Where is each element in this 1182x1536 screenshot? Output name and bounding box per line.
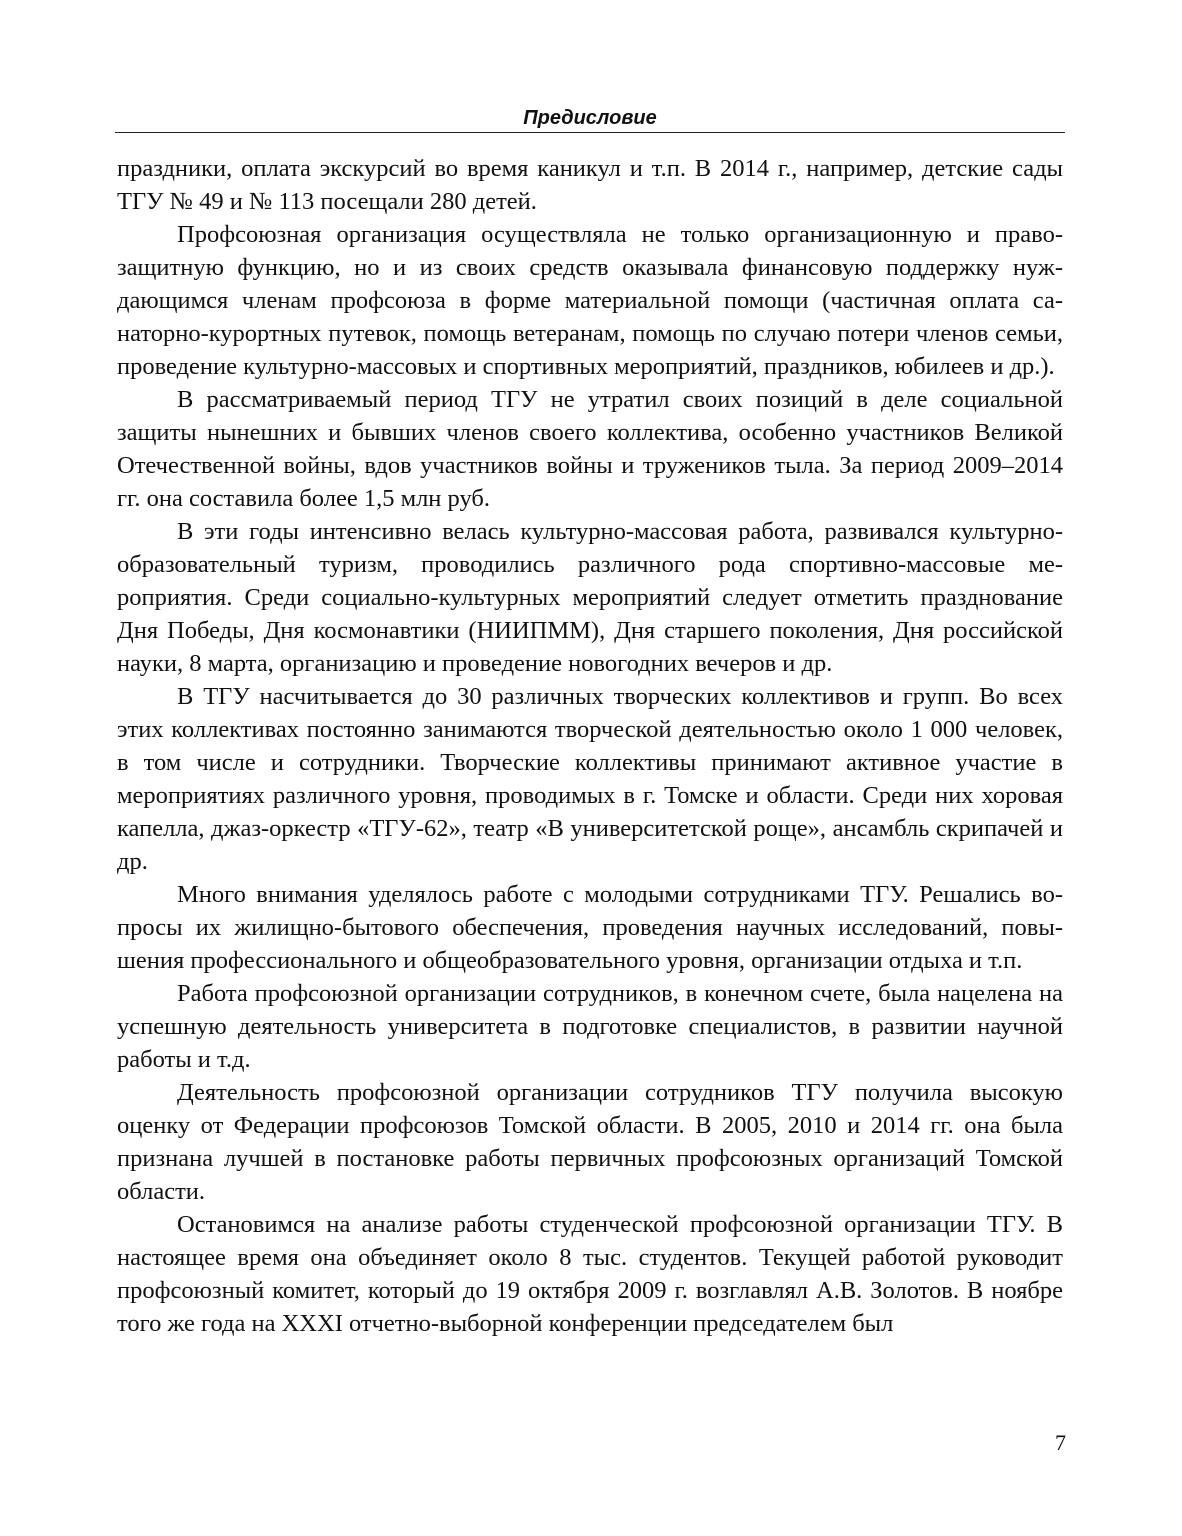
paragraph-continued: праздники, оплата экскурсий во время каникул и т.п. В 2014 г., например, детские сады ТГУ № 49 и № 113 посещали 280 детей. (117, 155, 1063, 215)
paragraph: Остановимся на анализе работы студенческой профсоюзной организации ТГУ. В настоящее время она объединяет около 8 тыс. студентов. Текущей работой руководит профсоюзный комитет, который до 19 октября 2009 г. возглавлял А.В. Золотов. В ноябре того же года на XXXI отчетно-выборной конференции председателем был (117, 1211, 1063, 1337)
page-number: 7 (1055, 1430, 1066, 1455)
paragraph: В рассматриваемый период ТГУ не утратил своих позиций в деле социальной защиты нынешних и бывших членов своего коллектива, особенно участников Великой Отечественной войны, вдов участников войны и тружеников тыла. За период 2009–2014 гг. она составила более 1,5 млн руб. (117, 386, 1063, 512)
body-text (117, 152, 1063, 1340)
paragraph: Много внимания уделялось работе с молодыми сотрудниками ТГУ. Решались вопросы их жилищно-бытового обеспечения, проведения научных исследований, повышения профессионального и общеобразовательного уровня, организации отдыха и т.п. (117, 881, 1063, 974)
paragraph: Деятельность профсоюзной организации сотрудников ТГУ получила высокую оценку от Федерации профсоюзов Томской области. В 2005, 2010 и 2014 гг. она была признана лучшей в постановке работы первичных профсоюзных организаций Томской области. (117, 1079, 1063, 1205)
paragraph: В эти годы интенсивно велась культурно-массовая работа, развивался культурно-образовательный туризм, проводились различного рода спортивно-массовые мероприятия. Среди социально-культурных мероприятий следует отметить празднование Дня Победы, Дня космонавтики (НИИПММ), Дня старшего поколения, Дня российской науки, 8 марта, организацию и проведение новогодних вечеров и др. (117, 518, 1063, 677)
paragraph: В ТГУ насчитывается до 30 различных творческих коллективов и групп. Во всех этих коллективах постоянно занимаются творческой деятельностью около 1 000 человек, в том числе и сотрудники. Творческие коллективы принимают активное участие в мероприятиях различного уровня, проводимых в г. Томске и области. Среди них хоровая капелла, джаз-оркестр «ТГУ-62», театр «В университетской роще», ансамбль скрипачей и др. (117, 683, 1063, 875)
running-header-title: Предисловие (523, 107, 657, 129)
paragraph: Работа профсоюзной организации сотрудников, в конечном счете, была нацелена на успешную деятельность университета в подготовке специалистов, в развитии научной работы и т.д. (117, 980, 1063, 1073)
paragraph: Профсоюзная организация осуществляла не только организационную и правозащитную функцию, но и из своих средств оказывала финансовую поддержку нуждающимся членам профсоюза в форме материальной помощи (частичная оплата санаторно-курортных путевок, помощь ветеранам, помощь по случаю потери членов семьи, проведение культурно-массовых и спортивных мероприятий, праздников, юбилеев и др.). (117, 221, 1063, 380)
header-rule (115, 132, 1065, 133)
